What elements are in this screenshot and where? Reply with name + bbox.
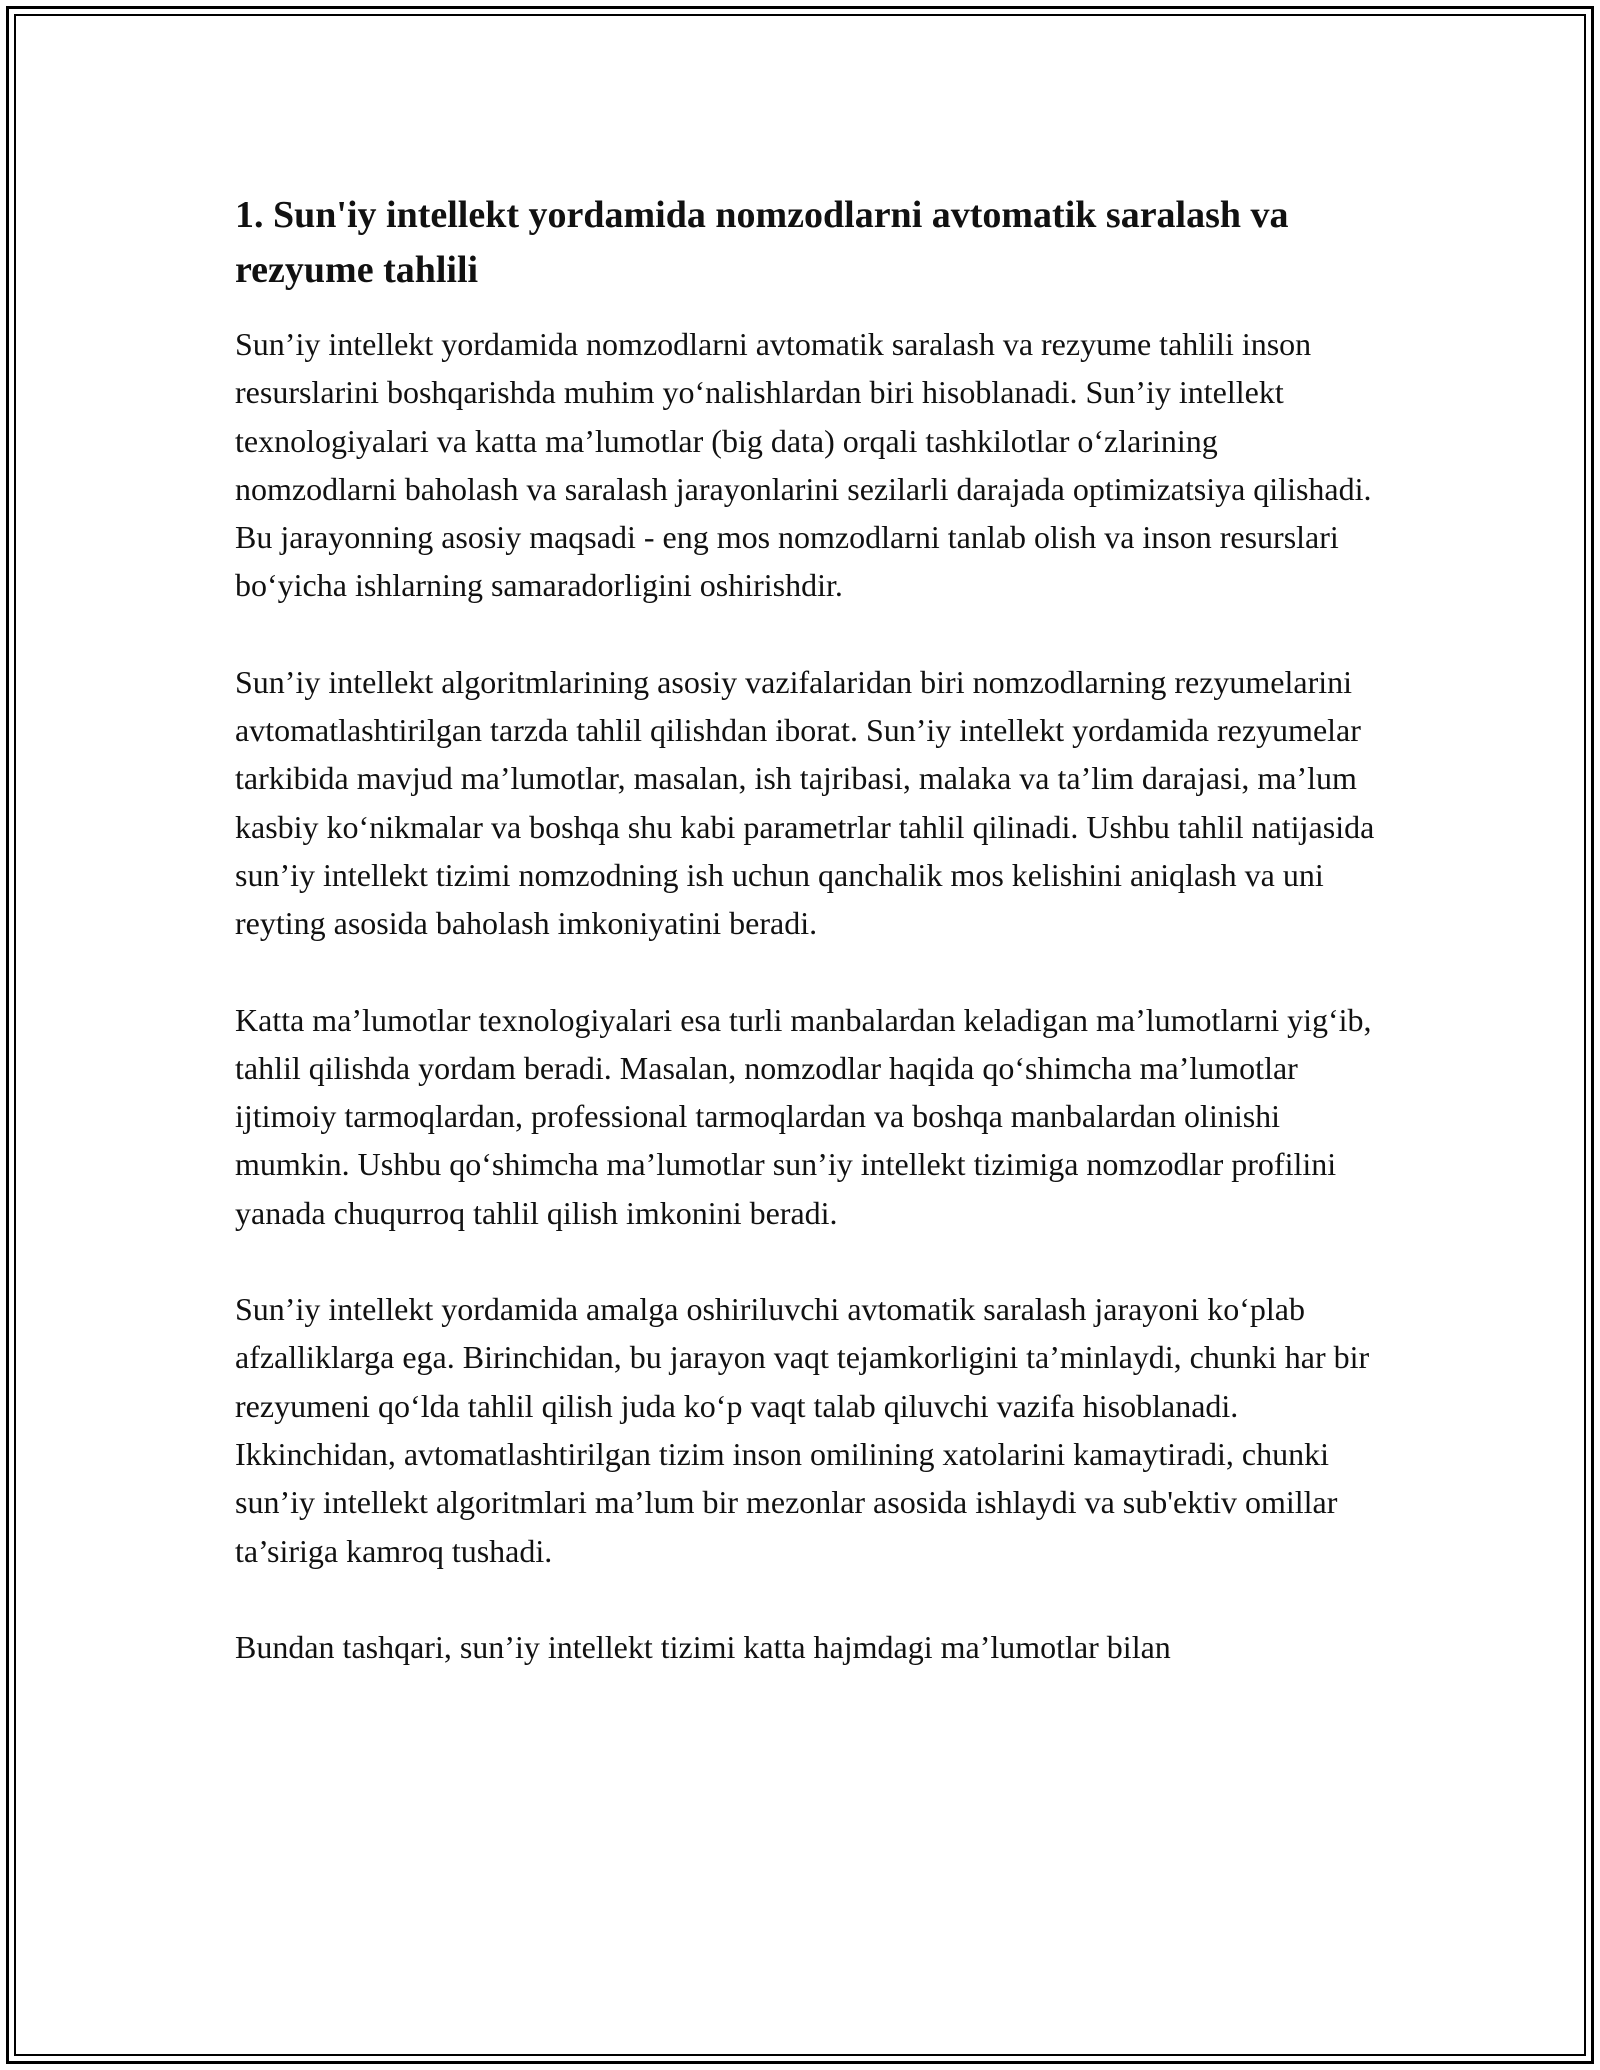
paragraph: Katta ma’lumotlar texnologiyalari esa turli manbalardan keladigan ma’lumotlarni yig‘ib, tahlil qilishda yordam beradi. Masalan, nomzodlar haqida qo‘shimcha ma’lumotlar ijtimoiy tarmoqlardan, professional tarmoqlardan va boshqa manbalardan olinishi mumkin. Ushbu qo‘shimcha ma’lumotlar sun’iy intellekt tizimiga nomzodlar profilini yanada chuqurroq tahlil qilish imkonini beradi. [235, 1001, 1372, 1231]
paragraph: Sun’iy intellekt yordamida nomzodlarni avtomatik saralash va rezyume tahlili inson resurslarini boshqarishda muhim yo‘nalishlardan biri hisoblanadi. Sun’iy intellekt texnologiyalari va katta ma’lumotlar (big data) orqali tashkilotlar o‘zlarining nomzodlarni baholash va saralash jarayonlarini sezilarli darajada optimizatsiya qilishadi. Bu jarayonning asosiy maqsadi - eng mos nomzodlarni tanlab olish va inson resurslari bo‘yicha ishlarning samaradorligini oshirishdir. [235, 326, 1372, 604]
paragraph: Bundan tashqari, sun’iy intellekt tizimi katta hajmdagi ma’lumotlar bilan [235, 1628, 1171, 1665]
paragraph: Sun’iy intellekt algoritmlarining asosiy vazifalaridan biri nomzodlarning rezyumelarini avtomatlashtirilgan tarzda tahlil qilishdan iborat. Sun’iy intellekt yordamida rezyumelar tarkibida mavjud ma’lumotlar, masalan, ish tajribasi, malaka va ta’lim darajasi, ma’lum kasbiy ko‘nikmalar va boshqa shu kabi parametrlar tahlil qilinadi. Ushbu tahlil natijasida sun’iy intellekt tizimi nomzodning ish uchun qanchalik mos kelishini aniqlash va uni reyting asosida baholash imkoniyatini beradi. [235, 663, 1375, 942]
section-heading: 1. Sun'iy intellekt yordamida nomzodlarni avtomatik saralash va rezyume tahlili [235, 194, 1289, 291]
document-body [235, 188, 1375, 1719]
paragraph: Sun’iy intellekt yordamida amalga oshiriluvchi avtomatik saralash jarayoni ko‘plab afzalliklarga ega. Birinchidan, bu jarayon vaqt tejamkorligini ta’minlaydi, chunki har bir rezyumeni qo‘lda tahlil qilish juda ko‘p vaqt talab qiluvchi vazifa hisoblanadi. Ikkinchidan, avtomatlashtirilgan tizim inson omilining xatolarini kamaytiradi, chunki sun’iy intellekt algoritmlari ma’lum bir mezonlar asosida ishlaydi va sub'ektiv omillar ta’siriga kamroq tushadi. [235, 1291, 1370, 1569]
